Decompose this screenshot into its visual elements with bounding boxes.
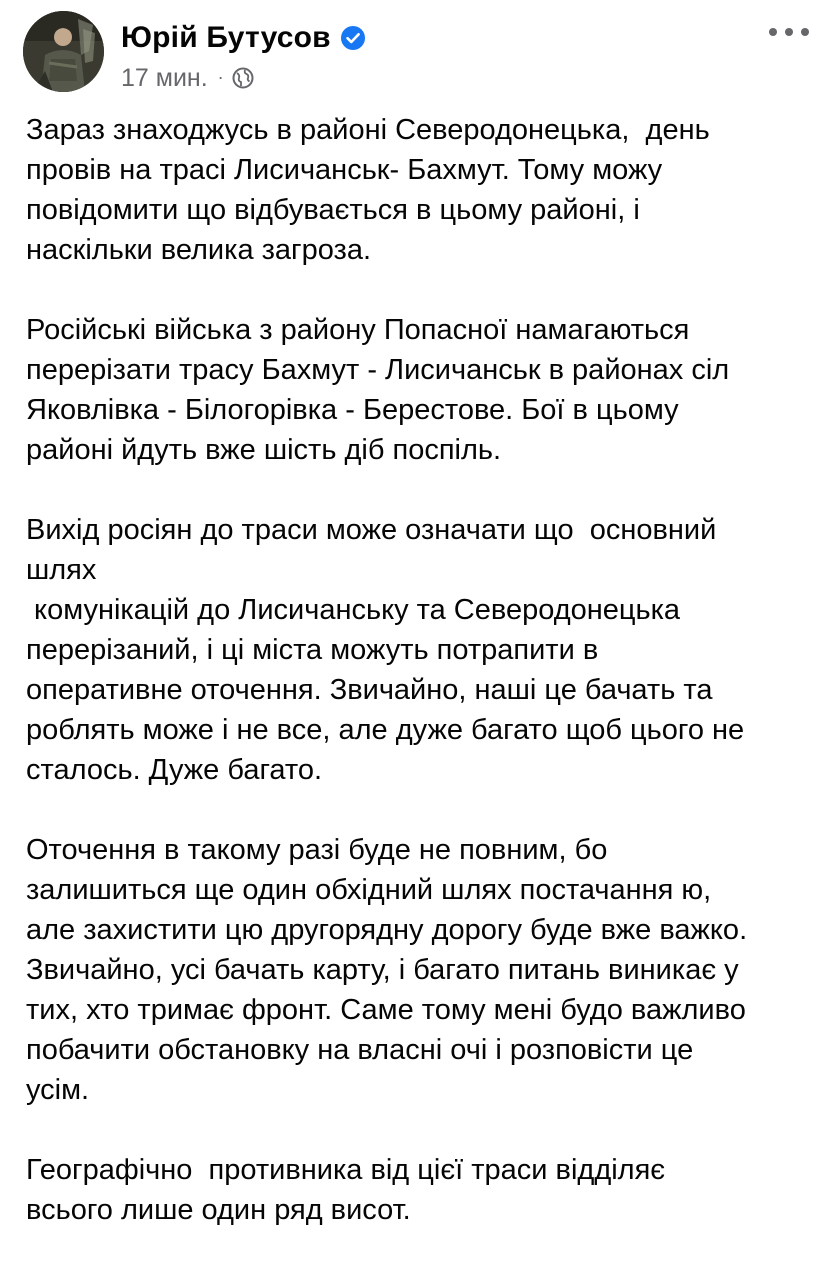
post-text-line: Зараз знаходжусь в районі Северодонецька, день (26, 114, 710, 146)
post-text-line: роблять може і не все, але дуже багато щоб цього не (26, 714, 745, 746)
post-paragraph (26, 510, 816, 790)
post-text-line: комунікацій до Лисичанську та Северодонецька (26, 594, 681, 626)
post-text-line: сталось. Дуже багато. (26, 754, 323, 786)
post-text-line: шлях (26, 554, 97, 586)
post-text-line: районі йдуть вже шість діб поспіль. (26, 434, 502, 466)
post-text-line: перерізати трасу Бахмут - Лисичанськ в районах сіл (26, 354, 730, 386)
post-text-line: тих, хто тримає фронт. Саме тому мені будо важливо (26, 994, 746, 1026)
post-text-line: повідомити що відбувається в цьому районі, і (26, 194, 640, 226)
post-text-line: перерізаний, і ці міста можуть потрапити в (26, 634, 599, 666)
post-timestamp[interactable]: 17 мин. (121, 63, 208, 92)
author-line (121, 18, 366, 58)
more-dot (785, 28, 793, 36)
post-text-line: Географічно противника від цієї траси відділяє (26, 1154, 666, 1186)
meta-separator: · (217, 66, 224, 87)
post-text-line: Оточення в такому разі буде не повним, бо (26, 834, 608, 866)
post-text (26, 110, 816, 1270)
post-paragraph (26, 830, 816, 1110)
post-text-line: наскільки велика загроза. (26, 234, 372, 266)
post-text-line: залишиться ще один обхідний шлях постачання ю, (26, 874, 712, 906)
verified-badge-icon (340, 25, 366, 51)
post-paragraph (26, 310, 816, 470)
post-text-line: але захистити цю другорядну дорогу буде вже важко. (26, 914, 748, 946)
post-text-line: Вихід росіян до траси може означати що основний (26, 514, 717, 546)
post-text-line: всього лише один ряд висот. (26, 1194, 411, 1226)
post-paragraph (26, 110, 816, 270)
post-meta (121, 62, 254, 94)
post-text-line: Російські війська з району Попасної намагаються (26, 314, 690, 346)
post-text-line: побачити обстановку на власні очі і розповісти це (26, 1034, 694, 1066)
post-text-line: усім. (26, 1074, 90, 1106)
globe-icon[interactable] (232, 67, 254, 89)
post-text-line: Яковлівка - Білогорівка - Берестове. Бої в цьому (26, 394, 679, 426)
more-options-icon[interactable] (769, 20, 809, 44)
post-text-line: Звичайно, усі бачать карту, і багато питань виникає у (26, 954, 739, 986)
post-text-line: провів на трасі Лисичанськ- Бахмут. Тому можу (26, 154, 663, 186)
post-paragraph (26, 1150, 816, 1230)
more-dot (801, 28, 809, 36)
author-name[interactable]: Юрій Бутусов (121, 21, 331, 54)
more-dot (769, 28, 777, 36)
author-avatar[interactable] (23, 11, 104, 92)
post-header (0, 0, 828, 110)
post-text-line: оперативне оточення. Звичайно, наші це бачать та (26, 674, 713, 706)
